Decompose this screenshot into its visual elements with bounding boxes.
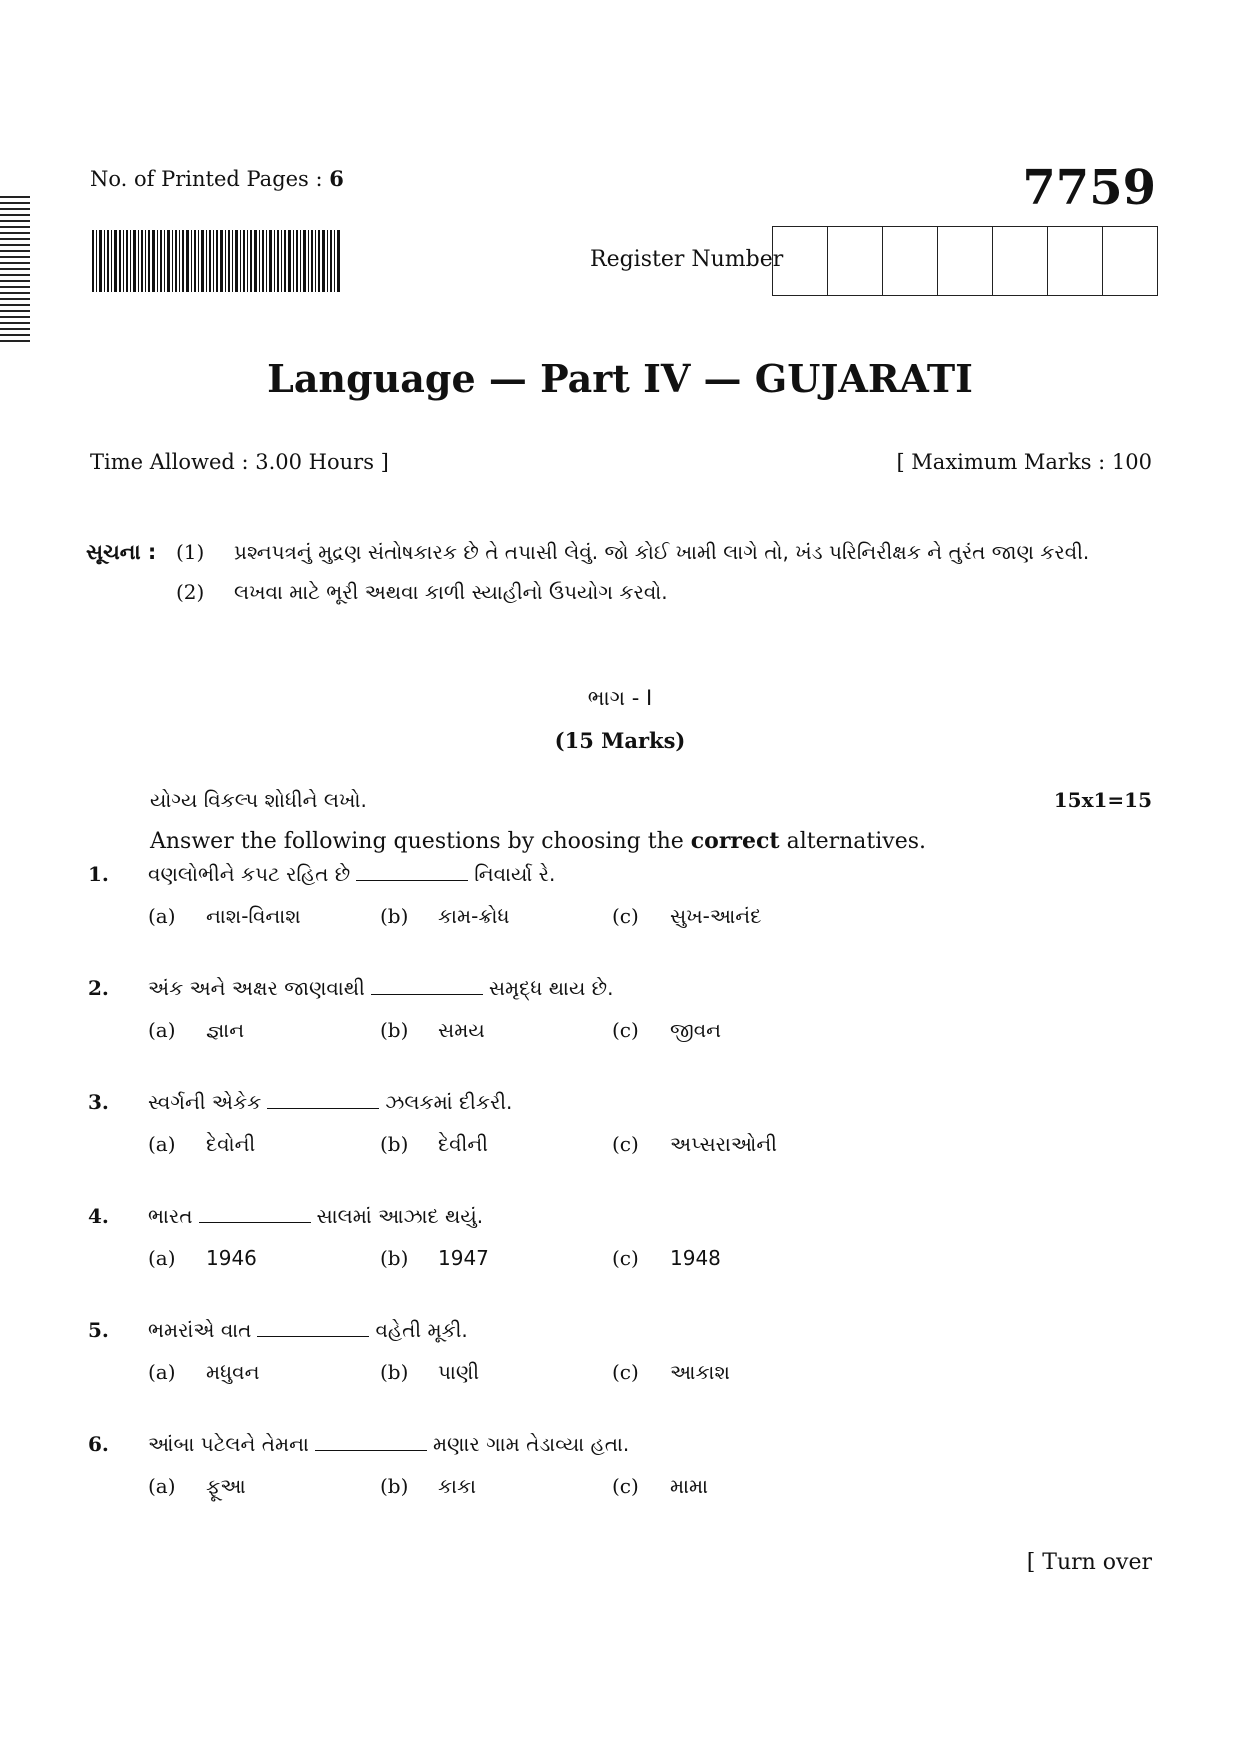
- options-row: [148, 1246, 848, 1274]
- option: [612, 1360, 730, 1384]
- instruction-en-text: Answer the following questions by choosing the: [150, 829, 691, 854]
- register-digit-box[interactable]: [883, 227, 938, 295]
- answer-blank: [267, 1090, 379, 1109]
- option-label: (c): [612, 1132, 639, 1156]
- question-text-after: સાલમાં આઝાદ થયું.: [316, 1204, 484, 1228]
- question-text-before: આંબા પટેલને તેમના: [148, 1432, 309, 1456]
- instruction-number: (1): [176, 540, 205, 564]
- maximum-marks: [ Maximum Marks : 100: [896, 450, 1152, 474]
- section-marks: (15 Marks): [554, 728, 686, 753]
- question-text-before: વણલોભીને કપટ રહિત છે: [148, 862, 351, 886]
- printed-pages: [90, 166, 344, 191]
- option-text: દેવીની: [438, 1132, 488, 1156]
- question: [88, 976, 614, 1000]
- register-digit-box[interactable]: [1048, 227, 1103, 295]
- option-text: 1947: [438, 1246, 489, 1270]
- option-text: ફૂઆ: [206, 1474, 246, 1498]
- instruction-en-bold: correct: [690, 828, 780, 854]
- option-text: પાણી: [438, 1360, 480, 1384]
- instruction-number: (2): [176, 580, 205, 604]
- instruction-text: પ્રશ્નપત્રનું મુદ્રણ સંતોષકારક છે તે તપાસી લેવું. જો કોઈ ખામી લાગે તો, ખંડ પરિનિરીક્ષક ને તુરંત જાણ કરવી.: [234, 540, 1090, 564]
- question-text-before: ભમરાંએ વાત: [148, 1318, 252, 1342]
- option-label: (c): [612, 1474, 639, 1498]
- option: [148, 1246, 257, 1270]
- option-text: સુખ-આનંદ: [670, 904, 762, 928]
- option-text: મધુવન: [206, 1360, 260, 1384]
- question-number: 4.: [88, 1204, 109, 1228]
- option-label: (b): [380, 1474, 409, 1498]
- answer-blank: [356, 862, 468, 881]
- question-number: 2.: [88, 976, 109, 1000]
- instruction-item: [176, 580, 668, 604]
- option: [612, 1132, 777, 1156]
- question: [88, 1090, 512, 1114]
- option: [148, 1018, 244, 1042]
- option: [148, 904, 301, 928]
- printed-pages-value: 6: [329, 166, 344, 191]
- option: [380, 1132, 488, 1156]
- option-text: જ્ઞાન: [206, 1018, 245, 1042]
- register-digit-box[interactable]: [938, 227, 993, 295]
- section-instruction-english: [150, 828, 926, 854]
- option: [148, 1132, 255, 1156]
- register-digit-box[interactable]: [1103, 227, 1157, 295]
- option-text: આકાશ: [670, 1360, 730, 1384]
- options-row: [148, 1018, 848, 1046]
- section-title: ભાગ - I: [587, 686, 653, 710]
- option-label: (b): [380, 1246, 409, 1270]
- question-number: 1.: [88, 862, 109, 886]
- option-text: 1946: [206, 1246, 257, 1270]
- question-text-before: ભારત: [148, 1204, 193, 1228]
- option-text: કાકા: [438, 1474, 477, 1498]
- option-text: દેવોની: [206, 1132, 256, 1156]
- option: [612, 1246, 721, 1270]
- options-row: [148, 1474, 848, 1502]
- barcode-image: [92, 230, 342, 292]
- time-allowed: Time Allowed : 3.00 Hours ]: [90, 450, 389, 474]
- register-digit-box[interactable]: [828, 227, 883, 295]
- answer-blank: [371, 976, 483, 995]
- option-label: (a): [148, 904, 176, 928]
- section-instruction-gujarati: યોગ્ય વિકલ્પ શોધીને લખો.: [150, 788, 367, 812]
- register-digit-box[interactable]: [993, 227, 1048, 295]
- option: [380, 1360, 479, 1384]
- option-label: (b): [380, 1018, 409, 1042]
- option-text: જીવન: [670, 1018, 722, 1042]
- option-label: (c): [612, 1360, 639, 1384]
- question: [88, 1204, 483, 1228]
- option-label: (b): [380, 1360, 409, 1384]
- answer-blank: [257, 1318, 369, 1337]
- turn-over: [ Turn over: [1026, 1550, 1152, 1575]
- question-text-after: નિવાર્યા રે.: [474, 862, 556, 886]
- option: [380, 1474, 476, 1498]
- option-label: (b): [380, 904, 409, 928]
- option-text: નાશ-વિનાશ: [206, 904, 301, 928]
- option: [380, 904, 509, 928]
- option-text: સમય: [438, 1018, 485, 1042]
- answer-blank: [315, 1432, 427, 1451]
- options-row: [148, 1132, 848, 1160]
- question-text-before: અંક અને અક્ષર જાણવાથી: [148, 976, 365, 1000]
- option-text: મામા: [670, 1474, 709, 1498]
- side-registration-marks: [0, 196, 30, 344]
- instruction-item: [176, 540, 1089, 564]
- instruction-text: લખવા માટે ભૂરી અથવા કાળી સ્યાહીનો ઉપયોગ કરવો.: [234, 580, 668, 604]
- option: [612, 904, 761, 928]
- question: [88, 1318, 468, 1342]
- option-label: (c): [612, 904, 639, 928]
- question: [88, 1432, 629, 1456]
- question-text-before: સ્વર્ગની એકેક: [148, 1090, 262, 1114]
- answer-blank: [199, 1204, 311, 1223]
- options-row: [148, 1360, 848, 1388]
- option-text: 1948: [670, 1246, 721, 1270]
- option: [612, 1018, 721, 1042]
- printed-pages-label: No. of Printed Pages :: [90, 167, 330, 191]
- option: [148, 1474, 246, 1498]
- register-digit-box[interactable]: [773, 227, 828, 295]
- question-number: 3.: [88, 1090, 109, 1114]
- option: [380, 1018, 485, 1042]
- section-score: 15x1=15: [1053, 788, 1152, 812]
- question-text-after: વહેતી મૂકી.: [375, 1318, 468, 1342]
- option-label: (c): [612, 1018, 639, 1042]
- question: [88, 862, 555, 886]
- instruction-en-text: alternatives.: [779, 829, 926, 854]
- option: [380, 1246, 489, 1270]
- option-label: (b): [380, 1132, 409, 1156]
- paper-code: 7759: [1022, 160, 1156, 216]
- register-number-boxes: [772, 226, 1158, 296]
- option-text: કામ-ક્રોધ: [438, 904, 510, 928]
- exam-title: Language — Part IV — GUJARATI: [267, 356, 973, 401]
- option-text: અપ્સરાઓની: [670, 1132, 777, 1156]
- question-number: 6.: [88, 1432, 109, 1456]
- question-number: 5.: [88, 1318, 109, 1342]
- option: [612, 1474, 708, 1498]
- question-text-after: મણાર ગામ તેડાવ્યા હતા.: [432, 1432, 630, 1456]
- options-row: [148, 904, 848, 932]
- option-label: (a): [148, 1132, 176, 1156]
- option-label: (a): [148, 1360, 176, 1384]
- question-text-after: ઝલકમાં દીકરી.: [385, 1090, 513, 1114]
- option-label: (a): [148, 1474, 176, 1498]
- option: [148, 1360, 259, 1384]
- register-number-label: Register Number: [590, 247, 784, 272]
- option-label: (c): [612, 1246, 639, 1270]
- option-label: (a): [148, 1246, 176, 1270]
- instructions-label: સૂચના :: [86, 540, 157, 564]
- option-label: (a): [148, 1018, 176, 1042]
- question-text-after: સમૃદ્ધ થાય છે.: [488, 976, 614, 1000]
